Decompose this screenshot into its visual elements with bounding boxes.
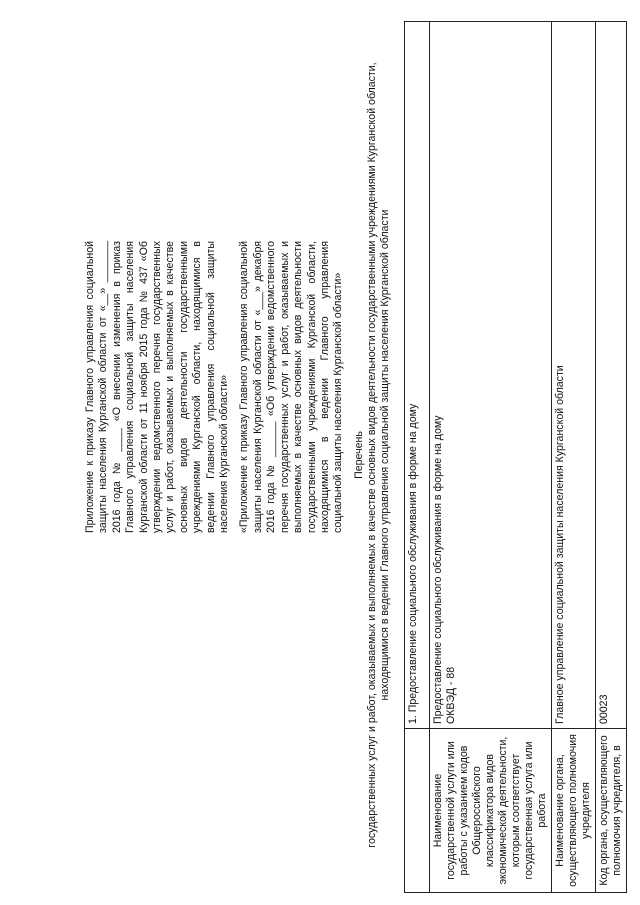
appendix-block	[84, 241, 353, 533]
row-label: Наименование органа, осуществляющего полномочия учредителя	[552, 729, 596, 893]
row-label: Наименование государственной услуги или работы с указанием кодов Общероссийского классификатора видов экономической деятельности, которым соответствует государственная услуга или работа	[430, 729, 552, 893]
row-value: 00023	[596, 22, 627, 729]
appendix-paragraph-2: «Приложение к приказу Главного управления социальной защиты населения Курганской области от «___» декабря 2016 года № ______ «Об утверждении ведомственного перечня государственных услуг и работ, оказываемых и выполняемых в качестве основных видов деятельности государственными учреждениями Курганской области, находящимися в ведении Главного управления социальной защиты населения Курганской области»	[238, 241, 345, 533]
services-table	[404, 21, 627, 893]
title-line-1: Перечень	[353, 431, 365, 479]
section-header-text: 1. Предоставление социального обслуживания в форме на дому	[405, 22, 430, 729]
table-row	[405, 22, 430, 893]
document-title	[353, 25, 393, 885]
row-label: Код органа, осуществляющего полномочия учредителя, в	[596, 729, 627, 893]
appendix-paragraph-1: Приложение к приказу Главного управления социальной защиты населения Курганской области от «__» _______ 2016 года № ____ «О внесении изменения в приказ Главного управления социальной защиты населения Курганской области от 11 ноября 2015 года № 437 «Об утверждении ведомственного перечня государственных услуг и работ, оказываемых и выполняемых в качестве основных видов деятельности государственными учреждениями Курганской области, находящимися в ведении Главного управления социальной защиты населения Курганской области»	[84, 241, 231, 533]
row-value: Главное управление социальной защиты населения Курганской области	[552, 22, 596, 729]
table-row	[552, 22, 596, 893]
okved-code: ОКВЭД - 88	[445, 666, 457, 724]
title-line-2: государственных услуг и работ, оказываемых и выполняемых в качестве основных видов деятельности государственными учреждениями Курганской области, находящимися в ведении Главного управления социальной защиты населения Курганской области	[366, 62, 392, 848]
section-header-cell	[405, 729, 430, 893]
row-value	[430, 22, 552, 729]
table-row	[596, 22, 627, 893]
service-name: Предоставление социального обслуживания в форме на дому	[432, 415, 444, 724]
table-row	[430, 22, 552, 893]
rotated-sheet	[0, 5, 635, 905]
